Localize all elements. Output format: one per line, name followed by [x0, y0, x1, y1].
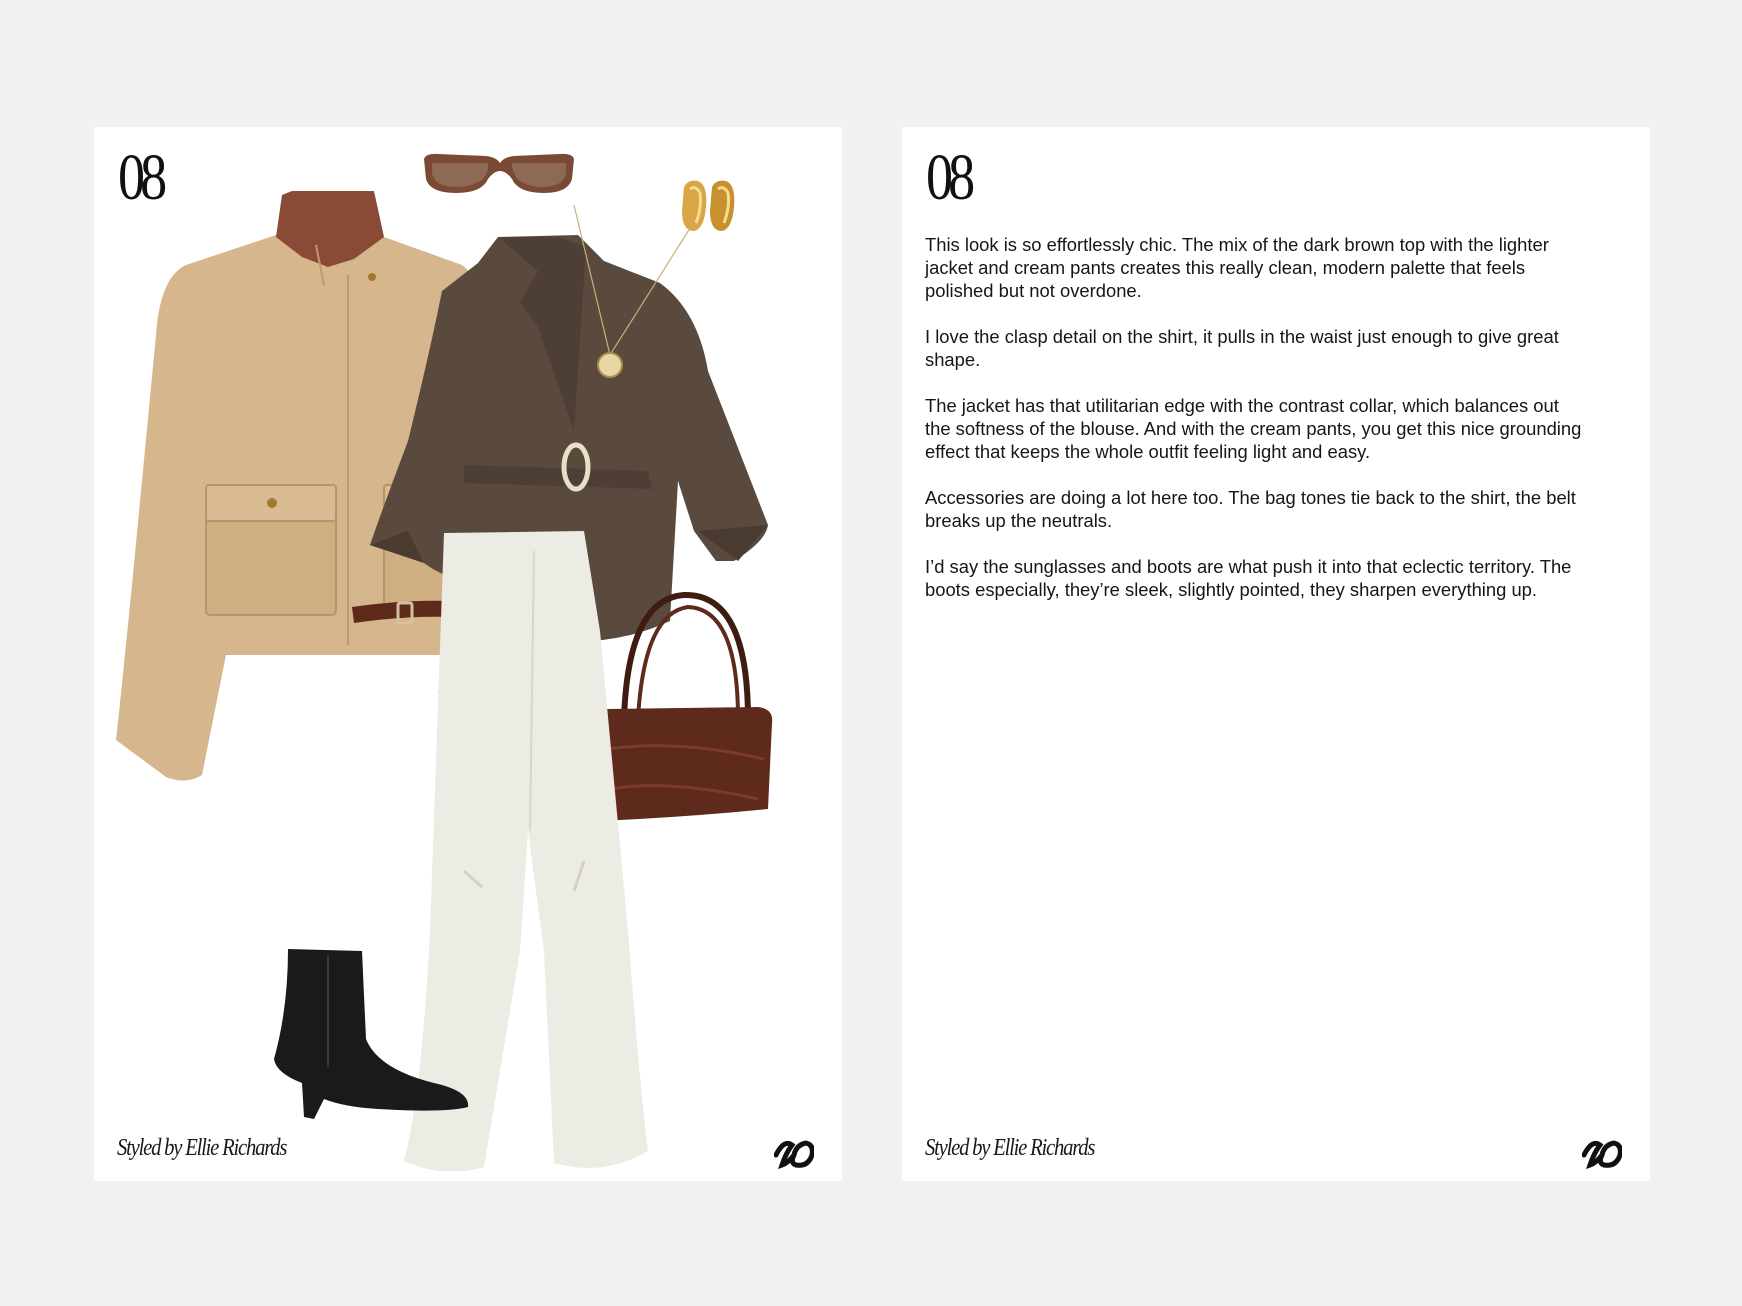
commentary-text: [925, 233, 1585, 624]
footer-credit: Styled by Ellie Richards: [925, 1135, 1095, 1161]
ankle-boot-image: [274, 949, 474, 1119]
pendant-necklace-image: [572, 205, 722, 385]
outfit-collage-page: [94, 127, 842, 1181]
paragraph-2: I love the clasp detail on the shirt, it pulls in the waist just enough to give great shape.: [925, 326, 1559, 370]
paragraph-1: This look is so effortlessly chic. The mix of the dark brown top with the lighter jacket and cream pants creates this really clean, modern palette that feels polished but not overdone.: [925, 234, 1549, 301]
footer-credit: Styled by Ellie Richards: [117, 1135, 287, 1161]
paragraph-5: I’d say the sunglasses and boots are what push it into that eclectic territory. The boots especially, they’re sleek, slightly pointed, they sharpen everything up.: [925, 556, 1572, 600]
monogram-logo-icon: [1582, 1135, 1622, 1169]
paragraph-4: Accessories are doing a lot here too. The bag tones tie back to the shirt, the belt breaks up the neutrals.: [925, 487, 1576, 531]
commentary-page: [902, 127, 1650, 1181]
page-number: 08: [118, 141, 163, 214]
paragraph-3: The jacket has that utilitarian edge with the contrast collar, which balances out the softness of the blouse. And with the cream pants, you get this nice grounding effect that keeps the whole outfit feeling light and easy.: [925, 395, 1582, 462]
monogram-logo-icon: [774, 1135, 814, 1169]
page-number: 08: [926, 141, 971, 214]
